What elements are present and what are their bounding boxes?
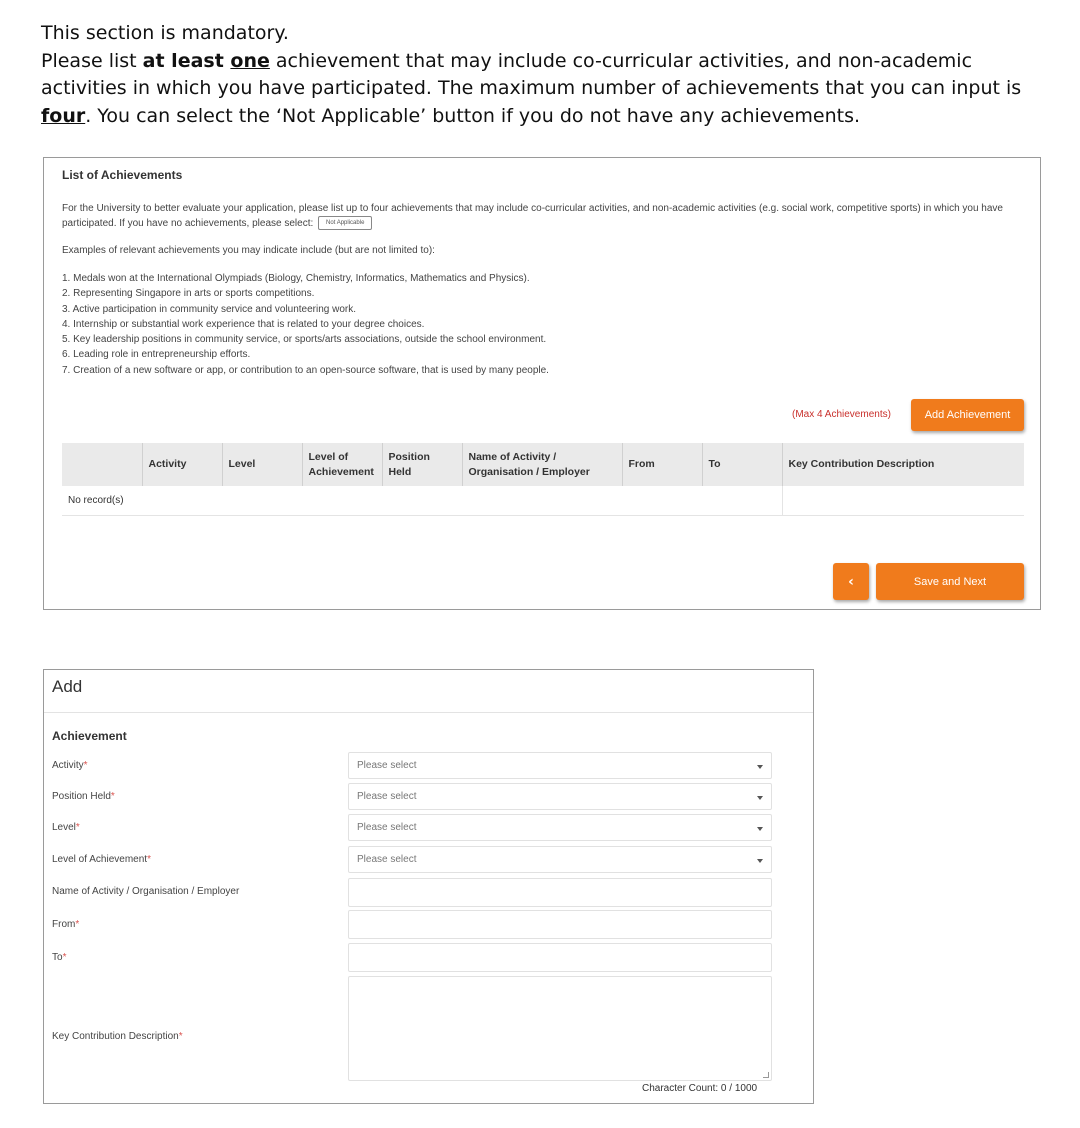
position-held-label [52,791,115,802]
required-mark: * [75,822,80,833]
list-item: 7. Creation of a new software or app, or contribution to an open-source software, that is used by many people. [62,364,549,376]
not-applicable-button[interactable]: Not Applicable [318,216,372,230]
header-line: Organisation / Employer [468,465,590,478]
list-item: 1. Medals won at the International Olympiads (Biology, Chemistry, Informatics, Mathematics and Physics). [62,273,530,284]
instructions-bold-underlined: one [230,49,270,72]
column-header-blank [62,443,142,486]
panel-description [62,201,1032,231]
level-select[interactable] [348,814,772,841]
table-row [62,486,1024,515]
header-line: Position [388,450,430,463]
list-item: 4. Internship or substantial work experience that is related to your degree choices. [62,318,425,330]
intro-text [41,20,1051,130]
column-header-position-held[interactable] [382,443,462,486]
label-text: Level of Achievement [52,854,148,865]
key-contribution-textarea[interactable] [348,976,772,1081]
activity-label [52,760,88,771]
header-line: Held [388,465,412,478]
panel-title: List of Achievements [62,168,183,182]
activity-select[interactable] [348,752,772,779]
table-header-row [62,443,1024,486]
achievements-table [62,443,1024,516]
required-mark: * [83,760,88,771]
to-label [52,952,66,963]
required-mark: * [75,919,80,930]
column-header-activity[interactable]: Activity [142,443,222,486]
column-header-key-contribution[interactable]: Key Contribution Description [782,443,1024,486]
instructions-bold: at least [142,49,231,72]
required-mark: * [178,1031,183,1042]
max-achievements-note: (Max 4 Achievements) [792,409,891,420]
chevron-left-icon: ‹ [848,573,854,590]
back-button[interactable] [833,563,869,600]
label-text: Level [52,822,76,833]
form-title: Add [52,677,83,696]
caret-down-icon [757,765,763,769]
character-count: Character Count: 0 / 1000 [642,1083,758,1094]
add-achievement-button[interactable]: Add Achievement [911,399,1024,431]
empty-cell [782,486,1024,515]
label-text: Activity [52,760,84,771]
name-of-activity-input[interactable] [348,878,772,907]
to-input[interactable] [348,943,772,972]
select-placeholder: Please select [357,854,417,865]
column-header-level[interactable]: Level [222,443,302,486]
required-mark: * [62,952,67,963]
required-mark: * [110,791,115,802]
instructions-part: Please list [41,49,143,72]
key-contribution-label [52,1031,183,1042]
level-label [52,822,80,833]
list-item: 3. Active participation in community service and volunteering work. [62,303,357,315]
list-item: 6. Leading role in entrepreneurship efforts. [62,349,251,361]
list-item: 2. Representing Singapore in arts or sports competitions. [62,288,315,300]
label-text: Key Contribution Description [52,1031,179,1042]
column-header-level-of-achievement[interactable] [302,443,382,486]
name-of-activity-label: Name of Activity / Organisation / Employer [52,886,240,897]
label-text: From [52,919,76,930]
select-placeholder: Please select [357,822,417,833]
instructions-part: . You can select the ‘Not Applicable’ button if you do not have any achievements. [85,104,861,127]
required-mark: * [147,854,151,865]
header-line: Name of Activity / [468,450,557,463]
list-of-achievements-panel [43,157,1041,610]
label-text: Position Held [52,791,111,802]
level-of-achievement-select[interactable] [348,846,772,873]
no-records-cell: No record(s) [62,486,782,515]
select-placeholder: Please select [357,760,417,771]
add-achievement-form [43,669,814,1104]
list-item: 5. Key leadership positions in community service, or sports/arts associations, outside the school environment. [62,334,547,346]
description-text: For the University to better evaluate your application, please list up to four achievements that may include co-curricular activities, and non-academic activities (e.g. social work, competitive sports) in which you have participated. If you have no achievements, please select: [62,203,1003,229]
examples-list [62,271,549,378]
caret-down-icon [757,796,763,800]
resize-handle-icon[interactable] [763,1072,769,1078]
from-input[interactable] [348,910,772,939]
position-held-select[interactable] [348,783,772,810]
examples-heading: Examples of relevant achievements you may indicate include (but are not limited to): [62,245,435,256]
column-header-from[interactable]: From [622,443,702,486]
header-line: Achievement [308,465,374,478]
label-text: To [52,952,63,963]
column-header-name-of-activity[interactable] [462,443,622,486]
mandatory-note: This section is mandatory. [41,22,289,44]
level-of-achievement-label [52,854,151,865]
caret-down-icon [757,827,763,831]
from-label [52,919,79,930]
column-header-to[interactable]: To [702,443,782,486]
select-placeholder: Please select [357,791,417,802]
instructions-part: achievement that may include co-curricular activities, and non-academic activities in which you have participated. The maximum number of achievements that you can input is [41,49,1022,99]
instructions-bold-underlined: four [41,104,86,127]
form-header [44,670,813,713]
section-heading: Achievement [52,729,127,743]
instructions-paragraph [41,48,1051,131]
caret-down-icon [757,859,763,863]
save-and-next-button[interactable]: Save and Next [876,563,1024,600]
header-line: Level of [308,450,349,463]
